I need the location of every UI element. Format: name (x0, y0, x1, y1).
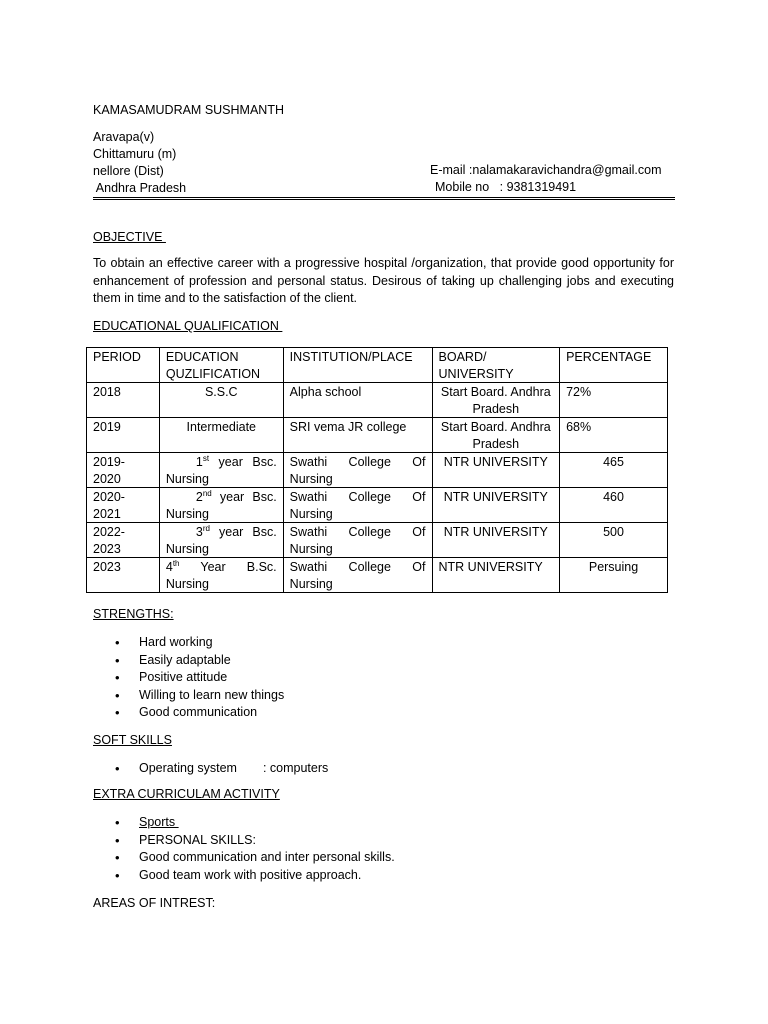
list-item: • Easily adaptable (93, 652, 284, 670)
period-cell: 2020- 2021 (87, 488, 160, 523)
list-item: • Good team work with positive approach. (93, 867, 395, 885)
column-header: PERCENTAGE (560, 348, 668, 383)
board-cell: NTR UNIVERSITY (432, 558, 560, 593)
address-line: Andhra Pradesh (93, 181, 187, 195)
percentage-cell: 465 (560, 453, 668, 488)
qualification-line: Nursing (165, 506, 209, 521)
list-item: • Good communication (93, 704, 284, 722)
list-item: • Good communication and inter personal skills. (93, 849, 395, 867)
address-line: Aravapa(v) (93, 130, 155, 144)
skill-value: : computers (262, 761, 329, 775)
column-header: PERIOD (87, 348, 160, 383)
institution-cell: SRI vema JR college (283, 418, 432, 453)
header-divider (93, 199, 675, 200)
board-cell: NTR UNIVERSITY (432, 523, 560, 558)
institution-line: Nursing (289, 471, 333, 486)
qualification-text: year Bsc. (211, 490, 277, 504)
header-divider (93, 197, 675, 198)
mobile: Mobile no : 9381319491 (435, 180, 577, 194)
institution-cell: Alpha school (283, 383, 432, 418)
percentage-cell: 460 (560, 488, 668, 523)
qualification-text: Year B.Sc. (179, 560, 277, 574)
column-header: BOARD/ UNIVERSITY (432, 348, 560, 383)
table-row (87, 383, 668, 418)
percentage-cell: 68% (560, 418, 668, 453)
candidate-name: KAMASAMUDRAM SUSHMANTH (93, 103, 284, 117)
skill-label: Operating system (139, 761, 237, 775)
qualification-cell: Intermediate (159, 418, 283, 453)
year-number: 4 (165, 560, 173, 574)
qualification-line (166, 559, 277, 576)
address-line: Chittamuru (m) (93, 147, 177, 161)
education-heading: EDUCATIONAL QUALIFICATION (93, 319, 283, 333)
table-row (87, 523, 668, 558)
percentage-cell: 72% (560, 383, 668, 418)
strengths-heading: STRENGTHS: (93, 607, 174, 621)
address-line: nellore (Dist) (93, 164, 164, 178)
qualification-text: year Bsc. (209, 525, 277, 539)
qualification-cell (159, 558, 283, 593)
period-cell: 2022- 2023 (87, 523, 160, 558)
year-number: 2 (195, 490, 203, 504)
institution-line: Nursing (289, 506, 333, 521)
qualification-line: Nursing (165, 541, 209, 556)
extra-curricular-list (93, 814, 395, 884)
soft-skills-list (93, 760, 328, 778)
period-cell: 2023 (87, 558, 160, 593)
institution-line: Swathi College Of (289, 525, 426, 539)
ordinal-suffix: th (172, 558, 180, 568)
ordinal-suffix: rd (202, 523, 210, 533)
column-header: EDUCATION QUZLIFICATION (159, 348, 283, 383)
board-cell: Start Board. Andhra Pradesh (432, 418, 560, 453)
institution-line: Nursing (289, 576, 333, 591)
extra-curricular-heading: EXTRA CURRICULAM ACTIVITY (93, 787, 280, 801)
list-item: • Hard working (93, 634, 284, 652)
address-block (93, 129, 186, 197)
institution-line: Swathi College Of (289, 455, 426, 469)
qualification-cell (159, 453, 283, 488)
board-cell: Start Board. Andhra Pradesh (432, 383, 560, 418)
period-cell: 2018 (87, 383, 160, 418)
period-cell: 2019 (87, 418, 160, 453)
list-item (93, 760, 328, 778)
education-table (86, 347, 668, 593)
ordinal-suffix: st (202, 453, 210, 463)
table-row (87, 488, 668, 523)
column-header: INSTITUTION/PLACE (283, 348, 432, 383)
qualification-cell (159, 488, 283, 523)
year-number: 3 (195, 525, 203, 539)
ordinal-suffix: nd (202, 488, 212, 498)
qualification-line (166, 454, 277, 471)
period-cell: 2019- 2020 (87, 453, 160, 488)
email: E-mail :nalamakaravichandra@gmail.com (430, 163, 662, 177)
board-cell: NTR UNIVERSITY (432, 453, 560, 488)
percentage-cell: 500 (560, 523, 668, 558)
qualification-text: year Bsc. (209, 455, 277, 469)
board-cell: NTR UNIVERSITY (432, 488, 560, 523)
table-row (87, 558, 668, 593)
percentage-cell: Persuing (560, 558, 668, 593)
institution-line: Swathi College Of (289, 490, 426, 504)
institution-cell (283, 488, 432, 523)
institution-cell (283, 453, 432, 488)
objective-heading: OBJECTIVE (93, 230, 166, 244)
institution-line: Nursing (289, 541, 333, 556)
qualification-cell (159, 523, 283, 558)
table-header-row (87, 348, 668, 383)
table-row (87, 418, 668, 453)
list-item (93, 814, 395, 832)
table-row (87, 453, 668, 488)
institution-line: Swathi College Of (289, 560, 426, 574)
list-item: • Positive attitude (93, 669, 284, 687)
institution-cell (283, 523, 432, 558)
strengths-list (93, 634, 284, 722)
list-item: • PERSONAL SKILLS: (93, 832, 395, 850)
year-number: 1 (195, 455, 203, 469)
qualification-cell: S.S.C (159, 383, 283, 418)
institution-cell (283, 558, 432, 593)
qualification-line (166, 489, 277, 506)
qualification-line (166, 524, 277, 541)
sports-item: Sports (139, 815, 179, 829)
qualification-line: Nursing (165, 576, 209, 591)
list-item: • Willing to learn new things (93, 687, 284, 705)
qualification-line: Nursing (165, 471, 209, 486)
soft-skills-heading: SOFT SKILLS (93, 733, 172, 747)
objective-text: To obtain an effective career with a progressive hospital /organization, that provide good opportunity for enhancement of profession and personal status. Desirous of taking up challenging jobs and executing them in time and to the satisfaction of the client. (93, 256, 674, 305)
areas-of-interest-heading: AREAS OF INTREST: (93, 896, 216, 910)
